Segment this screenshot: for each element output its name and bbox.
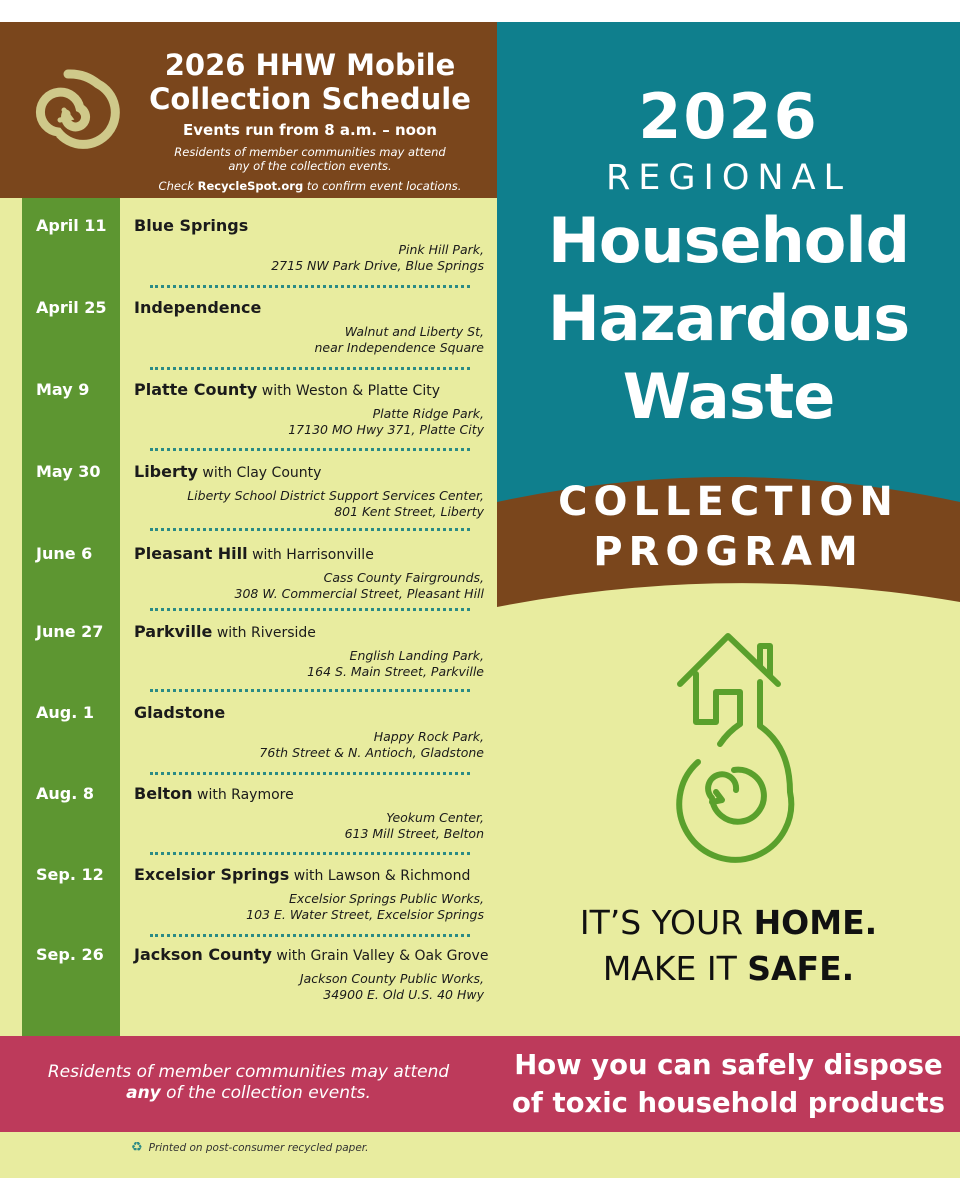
residents-note: Residents of member communities may attend any of the collection events. — [174, 145, 446, 173]
check-website-note: Check RecycleSpot.org to confirm event locations. — [158, 179, 462, 193]
event-date: April 25 — [36, 298, 107, 317]
event-address: Platte Ridge Park, 17130 MO Hwy 371, Platte City — [288, 406, 484, 437]
schedule-header — [0, 22, 497, 198]
bottom-band — [0, 1036, 960, 1132]
footer-note: ♻ Printed on post-consumer recycled paper. — [131, 1140, 369, 1155]
divider — [150, 528, 470, 531]
bottom-headline: How you can safely dispose of toxic household products — [512, 1049, 945, 1119]
event-city: Parkville with Riverside — [134, 622, 316, 641]
event-city: Belton with Raymore — [134, 784, 294, 803]
event-address: Excelsior Springs Public Works, 103 E. Water Street, Excelsior Springs — [246, 891, 484, 922]
event-city: Jackson County with Grain Valley & Oak Grove — [134, 945, 489, 964]
brochure-page — [0, 22, 960, 1178]
website-link[interactable]: RecycleSpot.org — [197, 179, 304, 193]
divider — [150, 448, 470, 451]
event-city: Pleasant Hill with Harrisonville — [134, 544, 374, 563]
bottom-residents-note: Residents of member communities may attend any of the collection events. — [47, 1062, 450, 1103]
cover-collection-program: COLLECTION PROGRAM — [558, 479, 899, 575]
event-address: Jackson County Public Works, 34900 E. Old U.S. 40 Hwy — [299, 971, 484, 1002]
event-city: Independence — [134, 298, 262, 317]
event-address: Liberty School District Support Services Center, 801 Kent Street, Liberty — [187, 488, 484, 519]
event-address: Cass County Fairgrounds, 308 W. Commercial Street, Pleasant Hill — [234, 570, 484, 601]
event-date: June 6 — [36, 544, 93, 563]
divider — [150, 689, 470, 692]
cover-title: Household Hazardous Waste — [547, 204, 910, 433]
event-address: Yeokum Center, 613 Mill Street, Belton — [344, 810, 484, 841]
event-city: Blue Springs — [134, 216, 249, 235]
event-date: June 27 — [36, 622, 104, 641]
tagline: IT’S YOUR HOME. MAKE IT SAFE. — [579, 903, 878, 988]
event-city: Excelsior Springs with Lawson & Richmond — [134, 865, 471, 884]
date-column — [22, 198, 120, 1036]
house-spiral-logo-icon — [670, 622, 800, 872]
event-date: May 9 — [36, 380, 90, 399]
event-date: April 11 — [36, 216, 107, 235]
divider — [150, 772, 470, 775]
event-address: English Landing Park, 164 S. Main Street, Parkville — [307, 648, 484, 679]
divider — [150, 852, 470, 855]
divider — [150, 367, 470, 370]
event-date: Aug. 1 — [36, 703, 95, 722]
event-city: Platte County with Weston & Platte City — [134, 380, 441, 399]
cover-year: 2026 — [638, 80, 819, 153]
event-date: Sep. 12 — [36, 865, 104, 884]
schedule-title: 2026 HHW Mobile Collection Schedule — [149, 48, 471, 116]
event-date: Sep. 26 — [36, 945, 104, 964]
cover-regional: REGIONAL — [605, 158, 852, 198]
event-address: Happy Rock Park, 76th Street & N. Antioch, Gladstone — [259, 729, 484, 760]
event-date: May 30 — [36, 462, 101, 481]
event-hours: Events run from 8 a.m. – noon — [183, 121, 437, 139]
spiral-logo-icon — [18, 54, 130, 174]
divider — [150, 608, 470, 611]
divider — [150, 934, 470, 937]
event-city: Gladstone — [134, 703, 226, 722]
event-date: Aug. 8 — [36, 784, 95, 803]
recycle-icon: ♻ — [131, 1140, 143, 1155]
divider — [150, 285, 470, 288]
event-city: Liberty with Clay County — [134, 462, 322, 481]
event-address: Pink Hill Park, 2715 NW Park Drive, Blue Springs — [271, 242, 484, 273]
event-address: Walnut and Liberty St, near Independence Square — [314, 324, 484, 355]
